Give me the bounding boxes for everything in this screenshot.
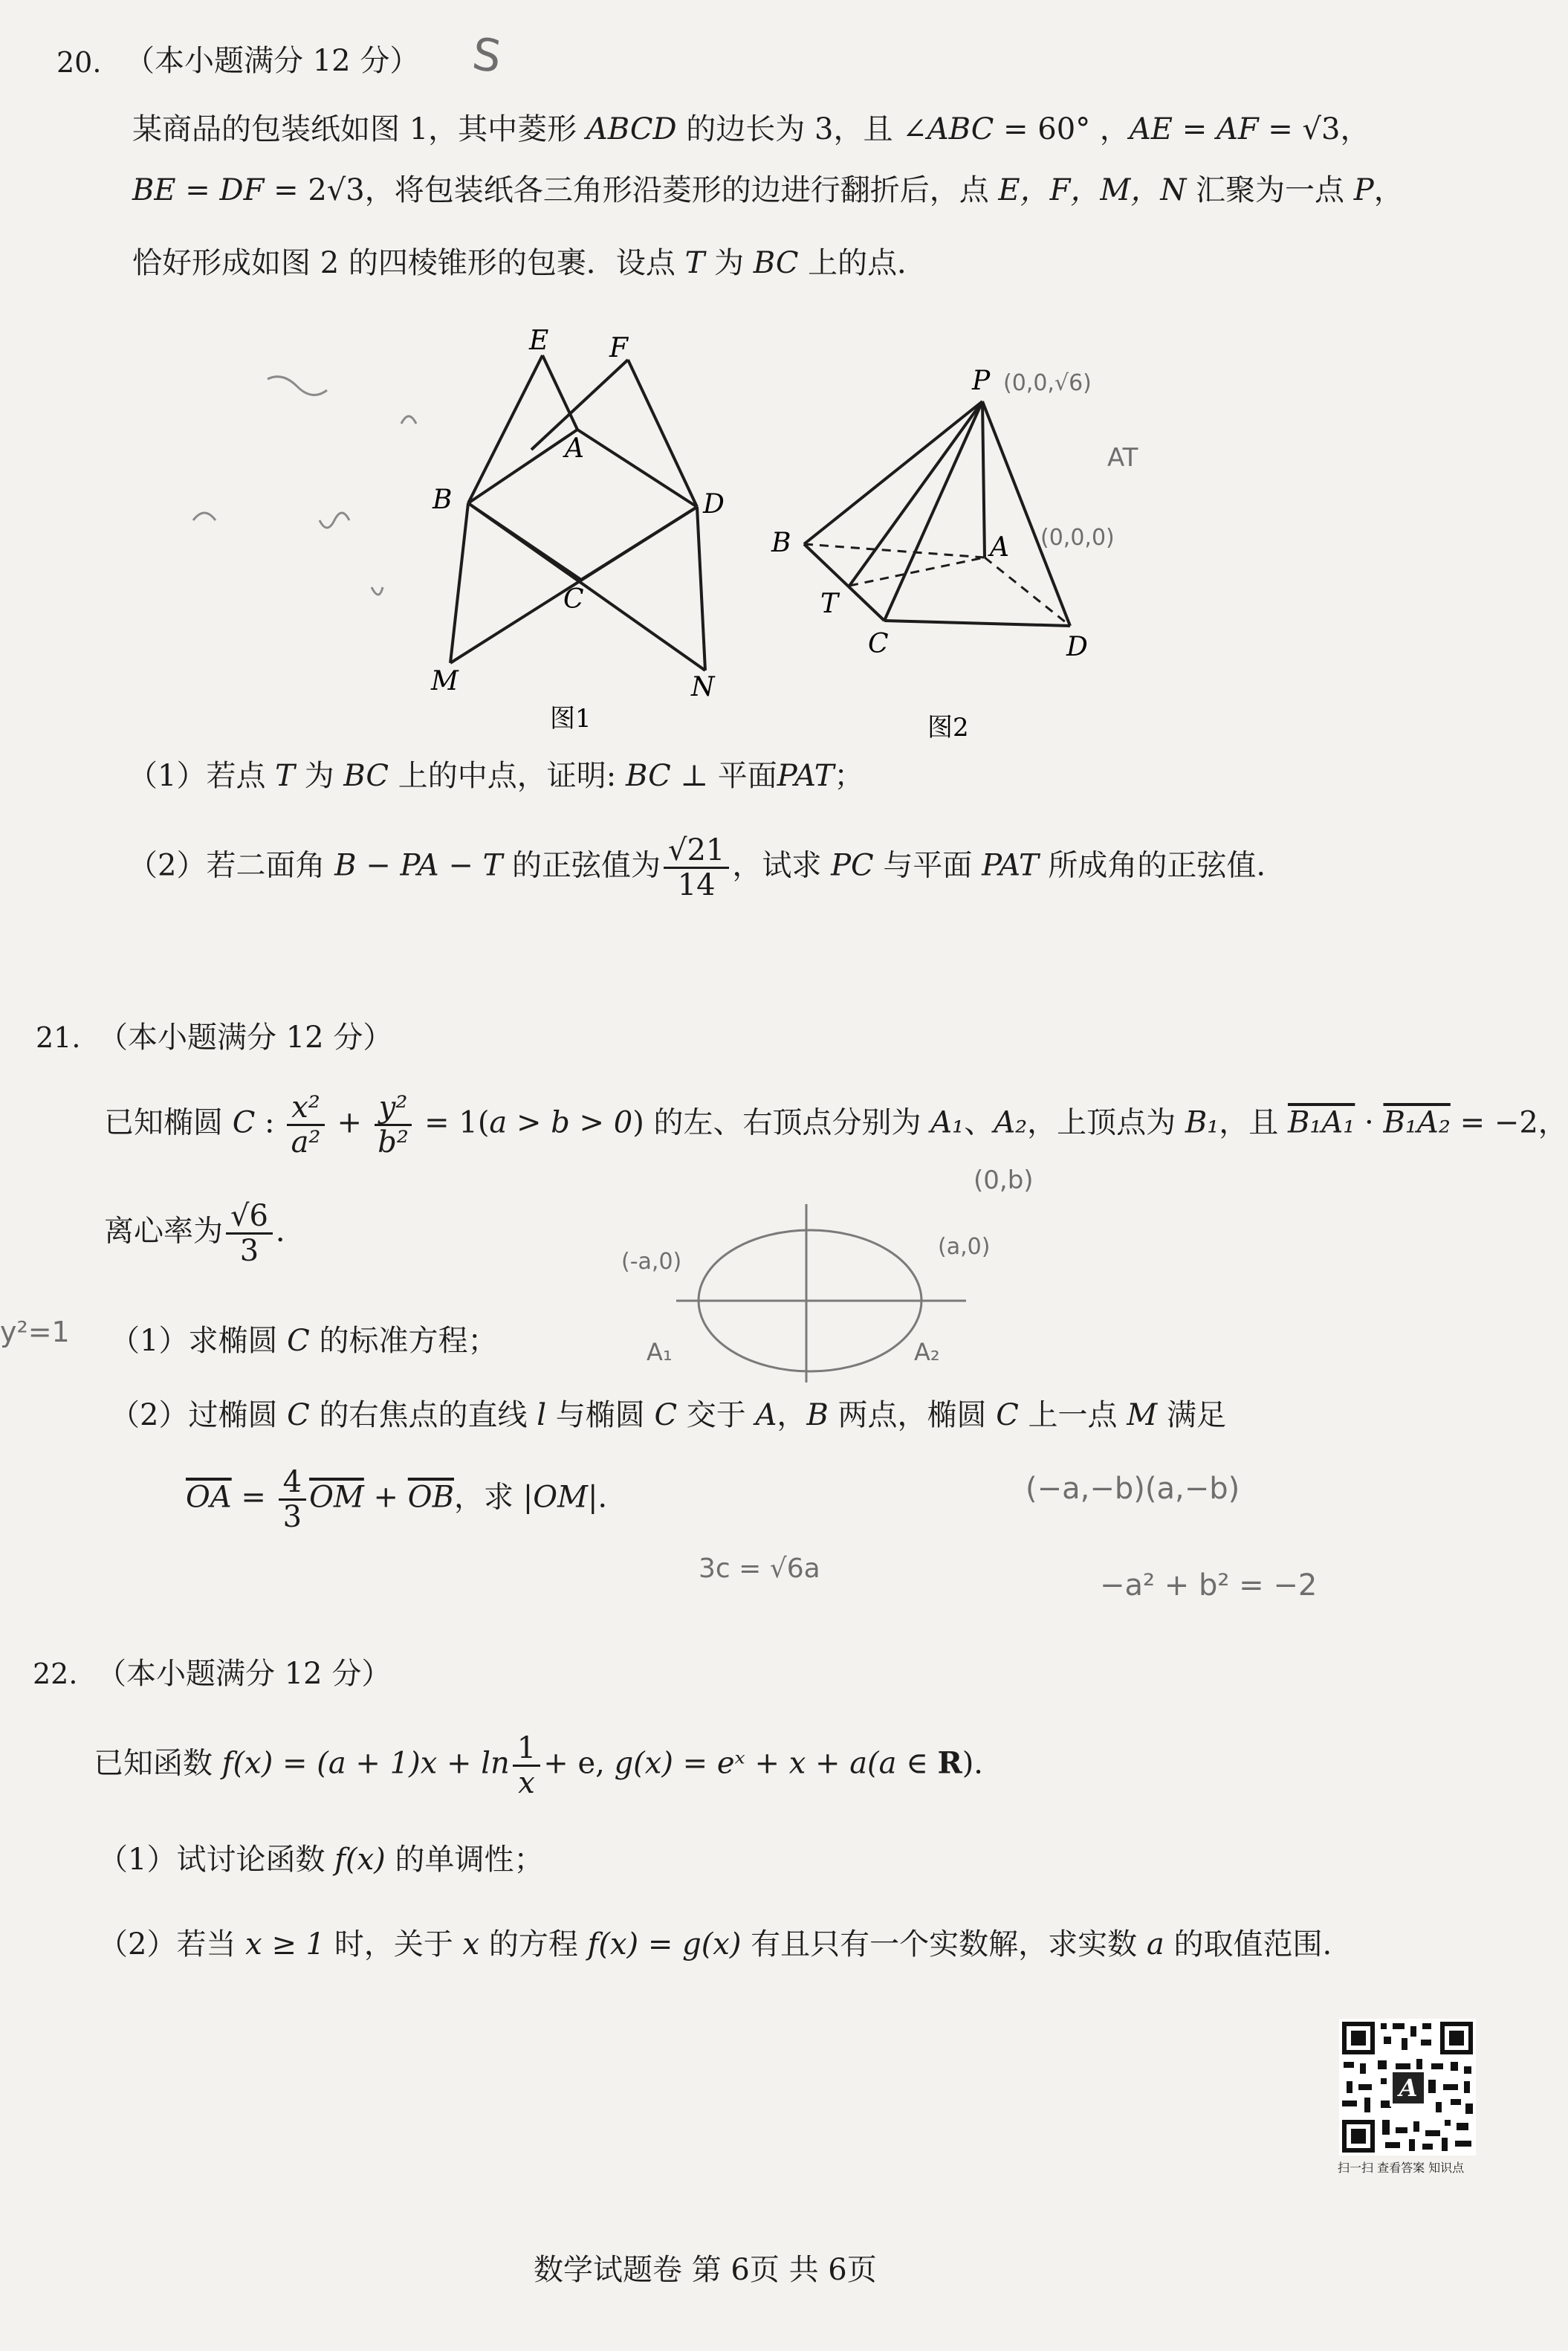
q21-number: 21. (36, 1021, 81, 1054)
q22-part1: （1）试讨论函数 f(x) 的单调性； (98, 1843, 544, 1877)
fig2-label-a: A (990, 532, 1009, 563)
handwritten-note: (0,0,√6) (1003, 370, 1092, 396)
fig2-label-p: P (972, 366, 991, 396)
q20-part2: （2）若二面角 B − PA − T 的正弦值为 $\frac{√21}{14}$ ，试求 PC 与平面 PAT 所成角的正弦值. (128, 833, 1266, 902)
q20-number: 20. (56, 46, 102, 79)
handwritten-note: S (469, 28, 505, 84)
fig1-label-a: A (565, 433, 584, 464)
q21-vector-equation: $\overline{OA}$ = $\frac{4}{3}$ $\overline{OM} + \overline{OB}$，求 |OM|. (186, 1465, 608, 1534)
handwritten-note: (0,0,0) (1040, 525, 1115, 551)
q20-part1: （1）若点 T 为 BC 上的中点，证明: BC ⊥ 平面PAT； (128, 759, 864, 793)
q21-intro: 已知椭圆 C : $\frac{\text{x²}}{\text{a²}}$ + $\frac{\text{y²}}{\text{b²}}$ = 1(a > b > 0) 的左、右顶点分别为 A₁、A₂，上顶点为 B₁，且 B₁A₁ · B₁A₂ = −2， (104, 1090, 1568, 1160)
fig2-label-d: D (1066, 632, 1088, 662)
svg-text:A: A (1399, 2074, 1418, 2102)
pencil-scribbles (178, 349, 424, 669)
handwritten-note: (−a,−b)(a,−b) (1026, 1472, 1240, 1506)
fig1-label-b: B (433, 485, 453, 515)
page-footer: 数学试题卷 第 6页 共 6页 (534, 2253, 877, 2287)
figure-1 (416, 320, 758, 751)
qr-caption: 扫一扫 查看答案 知识点 (1338, 2161, 1465, 2175)
q22-number: 22. (33, 1658, 78, 1690)
fig2-caption: 图2 (927, 713, 969, 743)
handwritten-note: AT (1107, 443, 1138, 473)
fig1-label-n: N (691, 672, 715, 702)
q20-intro-line2: BE = DF = 2√3，将包装纸各三角形沿菱形的边进行翻折后，点 E，F，M，N 汇聚为一点 P， (132, 173, 1404, 207)
fig2-label-c: C (868, 629, 889, 659)
handwritten-note: A₂ (914, 1338, 940, 1366)
fig2-label-t: T (820, 589, 839, 619)
handwritten-note: (a,0) (938, 1234, 991, 1260)
fig1-label-f: F (609, 333, 628, 363)
q22-intro: 已知函数 f(x) = (a + 1)x + ln $\frac{1}{x}$ + e, g(x) = eˣ + x + a(a ∈ R)． (94, 1731, 1004, 1800)
q20-intro-line1: 某商品的包装纸如图 1，其中菱形 ABCD 的边长为 3，且 ∠ABC = 60° ，AE = AF = √3， (132, 112, 1370, 146)
fig1-label-c: C (563, 584, 584, 615)
q21-part1: （1）求椭圆 C 的标准方程； (110, 1324, 498, 1358)
q20-points: （本小题满分 12 分） (125, 44, 420, 78)
handwritten-note: y²=1 (0, 1316, 70, 1348)
handwritten-note: 3c = √6a (699, 1553, 820, 1584)
fig1-label-m: M (431, 666, 459, 696)
handwritten-note: (-a,0) (621, 1249, 682, 1275)
q21-points: （本小题满分 12 分） (98, 1021, 393, 1055)
figure-2 (765, 357, 1122, 758)
fig1-label-e: E (529, 326, 549, 356)
qr-code[interactable] (1339, 2019, 1476, 2156)
fig2-label-b: B (771, 528, 791, 558)
q21-eccentricity: 离心率为 $\frac{√6}{3}$ ． (104, 1199, 305, 1268)
handwritten-note: (0,b) (973, 1165, 1034, 1195)
q22-part2: （2）若当 x ≥ 1 时，关于 x 的方程 f(x) = g(x) 有且只有一个实数解，求实数 a 的取值范围. (98, 1927, 1332, 1962)
q21-part2: （2）过椭圆 C 的右焦点的直线 l 与椭圆 C 交于 A，B 两点，椭圆 C 上一点 M 满足 (110, 1398, 1226, 1432)
handwritten-note: A₁ (647, 1338, 673, 1366)
handwritten-ellipse-sketch (669, 1189, 981, 1397)
q22-points: （本小题满分 12 分） (97, 1657, 392, 1691)
handwritten-note: −a² + b² = −2 (1100, 1568, 1318, 1603)
q20-intro-line3: 恰好形成如图 2 的四棱锥形的包裹．设点 T 为 BC 上的点． (132, 246, 927, 280)
fig1-label-d: D (703, 489, 725, 520)
fig1-caption: 图1 (550, 704, 592, 734)
